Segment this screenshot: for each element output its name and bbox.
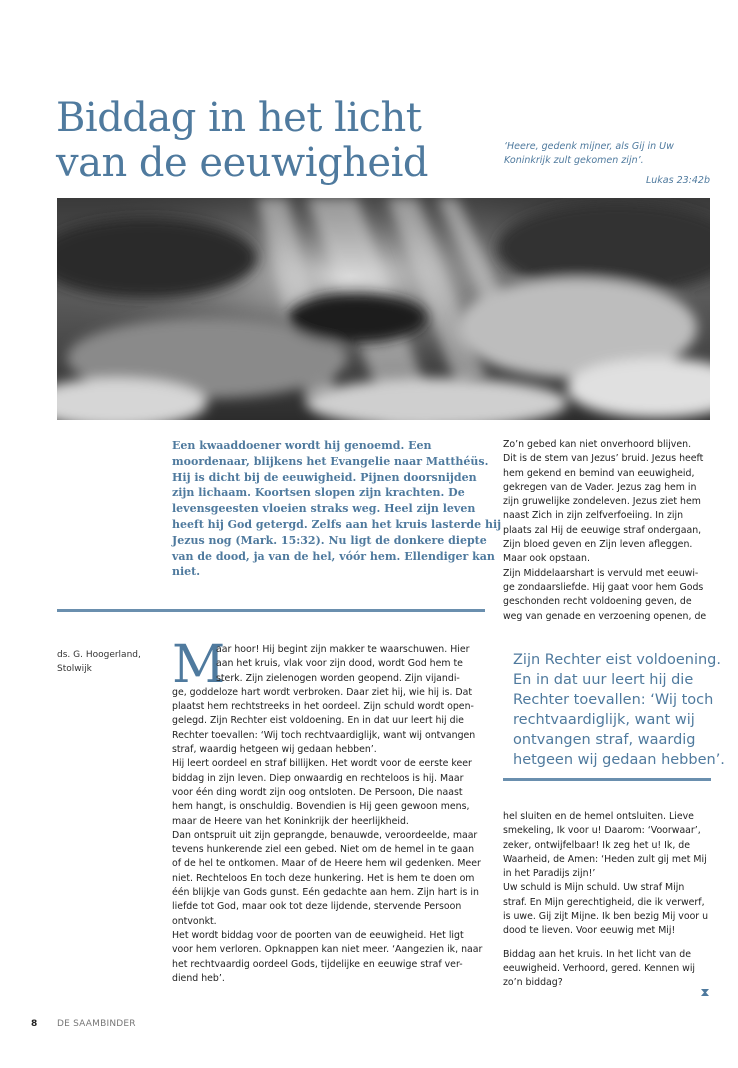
body-line: Het wordt biddag voor de poorten van de eeuwigheid. Het ligt: [172, 929, 464, 941]
body-line: is uwe. Gij zijt Mijne. Ik ben bezig Mij voor u: [503, 911, 709, 923]
author-name: ds. G. Hoogerland,: [57, 650, 141, 660]
body-line: straf. En Mijn gerechtigheid, die ik verwerf,: [503, 896, 705, 908]
pull-quote-line: Rechter toevallen: ‘Wij toch: [513, 692, 714, 708]
lead-line: van de dood, ja van de hel, vóór hem. Ellendiger kan: [172, 549, 495, 563]
drop-cap: M: [172, 635, 226, 695]
body-line: in het Paradijs zijn!’: [503, 868, 596, 880]
pull-quote-line: rechtvaardiglijk, want wij: [513, 712, 695, 728]
body-line: aan het kruis, vlak voor zijn dood, wordt God hem te: [216, 658, 463, 670]
body-line: Dit is de stem van Jezus’ bruid. Jezus heeft: [503, 453, 704, 465]
pull-quote-line: Zijn Rechter eist voldoening.: [513, 652, 721, 668]
body-line: Rechter toevallen: ‘Wij toch rechtvaardiglijk, want wij ontvangen: [172, 729, 476, 741]
cloudy-sky-photo: [57, 198, 710, 420]
body-line: sterk. Zijn zielenogen worden geopend. Zijn vijandi-: [216, 672, 460, 684]
bible-quote-reference: Lukas 23:42b: [645, 175, 710, 186]
lead-line: Een kwaaddoener wordt hij genoemd. Een: [172, 439, 432, 452]
lead-paragraph: [172, 438, 502, 580]
closing-line: eeuwigheid. Verhoord, gered. Kennen wij: [503, 962, 696, 974]
body-column-middle: [172, 643, 494, 986]
body-line: dood te lieven. Voor eeuwig met Mij!: [503, 925, 676, 937]
pull-quote-line: ontvangen straf, waardig: [513, 732, 696, 748]
body-line: ge zondaarsliefde. Hij gaat voor hem Gods: [503, 581, 704, 593]
body-line: ontvonkt.: [172, 915, 217, 927]
lead-line: Jezus nog (Mark. 15:32). Nu ligt de donkere diepte: [172, 533, 487, 547]
body-line: gekregen van de Vader. Jezus zag hem in: [503, 481, 697, 493]
body-line: tevens hunkerende ziel een gebed. Niet om de hemel in te gaan: [172, 844, 475, 856]
title-line-1: Biddag in het licht: [56, 95, 422, 141]
body-column-right-top: [503, 438, 715, 624]
lead-line: niet.: [172, 565, 201, 579]
pull-quote-rule: [503, 778, 711, 781]
magazine-name: DE SAAMBINDER: [57, 1019, 136, 1029]
body-line: weg van genade en verzoening openen, de: [503, 610, 707, 622]
body-line: diend heb’.: [172, 972, 225, 984]
lead-line: Hij is dicht bij de eeuwigheid. Pijnen doorsnijden: [172, 470, 477, 484]
body-line: plaatst hem rechtstreeks in het oordeel. Zijn schuld wordt open-: [172, 701, 474, 713]
end-of-article-icon: [700, 988, 710, 997]
closing-line: Biddag aan het kruis. In het licht van de: [503, 948, 692, 960]
article-title: [56, 96, 476, 186]
body-line: naast Zich in zijn zelfverfoeiing. In zijn: [503, 510, 684, 522]
body-line: Uw schuld is Mijn schuld. Uw straf Mijn: [503, 882, 685, 894]
lead-line: moordenaar, blijkens het Evangelie naar Matthéüs.: [172, 454, 489, 468]
title-line-2: van de eeuwigheid: [56, 140, 428, 186]
pull-quote: [513, 650, 725, 770]
body-line: gelegd. Zijn Rechter eist voldoening. En in dat uur leert hij die: [172, 715, 464, 727]
body-line: of de hel te ontkomen. Maar of de Heere hem wil gedenken. Meer: [172, 858, 481, 870]
body-line: Hij leert oordeel en straf billijken. Het wordt voor de eerste keer: [172, 758, 472, 770]
body-line: aar hoor! Hij begint zijn makker te waarschuwen. Hier: [216, 644, 470, 655]
body-line: het rechtvaardig oordeel Gods, tijdelijke en eeuwige straf ver-: [172, 958, 463, 970]
body-line: zeker, ontwijfelbaar! Ik zeg het u! Ik, de: [503, 839, 691, 851]
body-line: Waarheid, de Amen: ‘Heden zult gij met Mij: [503, 853, 707, 865]
body-line: straf, waardig hetgeen wij gedaan hebben’.: [172, 744, 377, 756]
page-number: 8: [31, 1019, 38, 1029]
body-line: Zijn Middelaarshart is vervuld met eeuwi-: [503, 567, 699, 579]
body-line: plaats zal Hij de eeuwige straf ondergaan,: [503, 524, 702, 536]
divider-rule: [57, 609, 485, 612]
body-line: ge, goddeloze hart wordt verbroken. Daar ziet hij, wie hij is. Dat: [172, 686, 473, 698]
body-column-right-bottom: [503, 810, 715, 991]
body-line: één blijkje van Gods gunst. Eén gedachte aan hem. Zijn hart is in: [172, 887, 479, 899]
body-line: Maar ook opstaan.: [503, 553, 590, 565]
body-line: hem gekend en bemind van eeuwigheid,: [503, 467, 695, 479]
closing-line: zo’n biddag?: [503, 977, 563, 989]
lead-line: levensgeesten vloeien straks weg. Heel zijn leven: [172, 502, 476, 516]
paragraph-gap: [503, 939, 715, 948]
author-place: Stolwijk: [57, 664, 92, 674]
author-byline: [57, 648, 141, 676]
body-line: zijn gruwelijke zondeleven. Jezus ziet hem: [503, 496, 701, 508]
bible-quote: [470, 140, 710, 188]
lead-line: heeft hij God getergd. Zelfs aan het kruis lasterde hij: [172, 517, 502, 531]
body-line: maar de Heere van het Koninkrijk der heerlijkheid.: [172, 815, 409, 827]
body-line: Dan ontspruit uit zijn geprangde, benauwde, veroordeelde, maar: [172, 829, 478, 841]
body-line: Zijn bloed geven en Zijn leven afleggen.: [503, 539, 693, 551]
body-line: geschonden recht voldoening geven, de: [503, 596, 692, 608]
body-line: voor hem verloren. Opknappen kan niet meer. ‘Aangezien ik, naar: [172, 944, 483, 956]
pull-quote-line: hetgeen wij gedaan hebben’.: [513, 752, 725, 768]
body-line: niet. Rechteloos En toch deze hunkering. Het is hem te doen om: [172, 872, 475, 884]
body-line: smekeling, Ik voor u! Daarom: ‘Voorwaar’,: [503, 825, 701, 837]
body-line: liefde tot God, maar ook tot deze lijdende, stervende Persoon: [172, 901, 462, 913]
body-line: voor één ding wordt zijn oog ontsloten. De Persoon, Die naast: [172, 786, 463, 798]
body-line: Zo’n gebed kan niet onverhoord blijven.: [503, 439, 692, 450]
lead-line: zijn lichaam. Koortsen slopen zijn krachten. De: [172, 486, 465, 500]
body-line: hem hangt, is onschuldig. Bovendien is Hij geen gewoon mens,: [172, 801, 470, 813]
pull-quote-line: En in dat uur leert hij die: [513, 672, 694, 688]
bible-quote-text: ‘Heere, gedenk mijner, als Gij in Uw Koninkrijk zult gekomen zijn’.: [504, 141, 674, 166]
body-line: hel sluiten en de hemel ontsluiten. Lieve: [503, 811, 694, 822]
body-line: biddag in zijn leven. Diep onwaardig en rechteloos is hij. Maar: [172, 772, 464, 784]
